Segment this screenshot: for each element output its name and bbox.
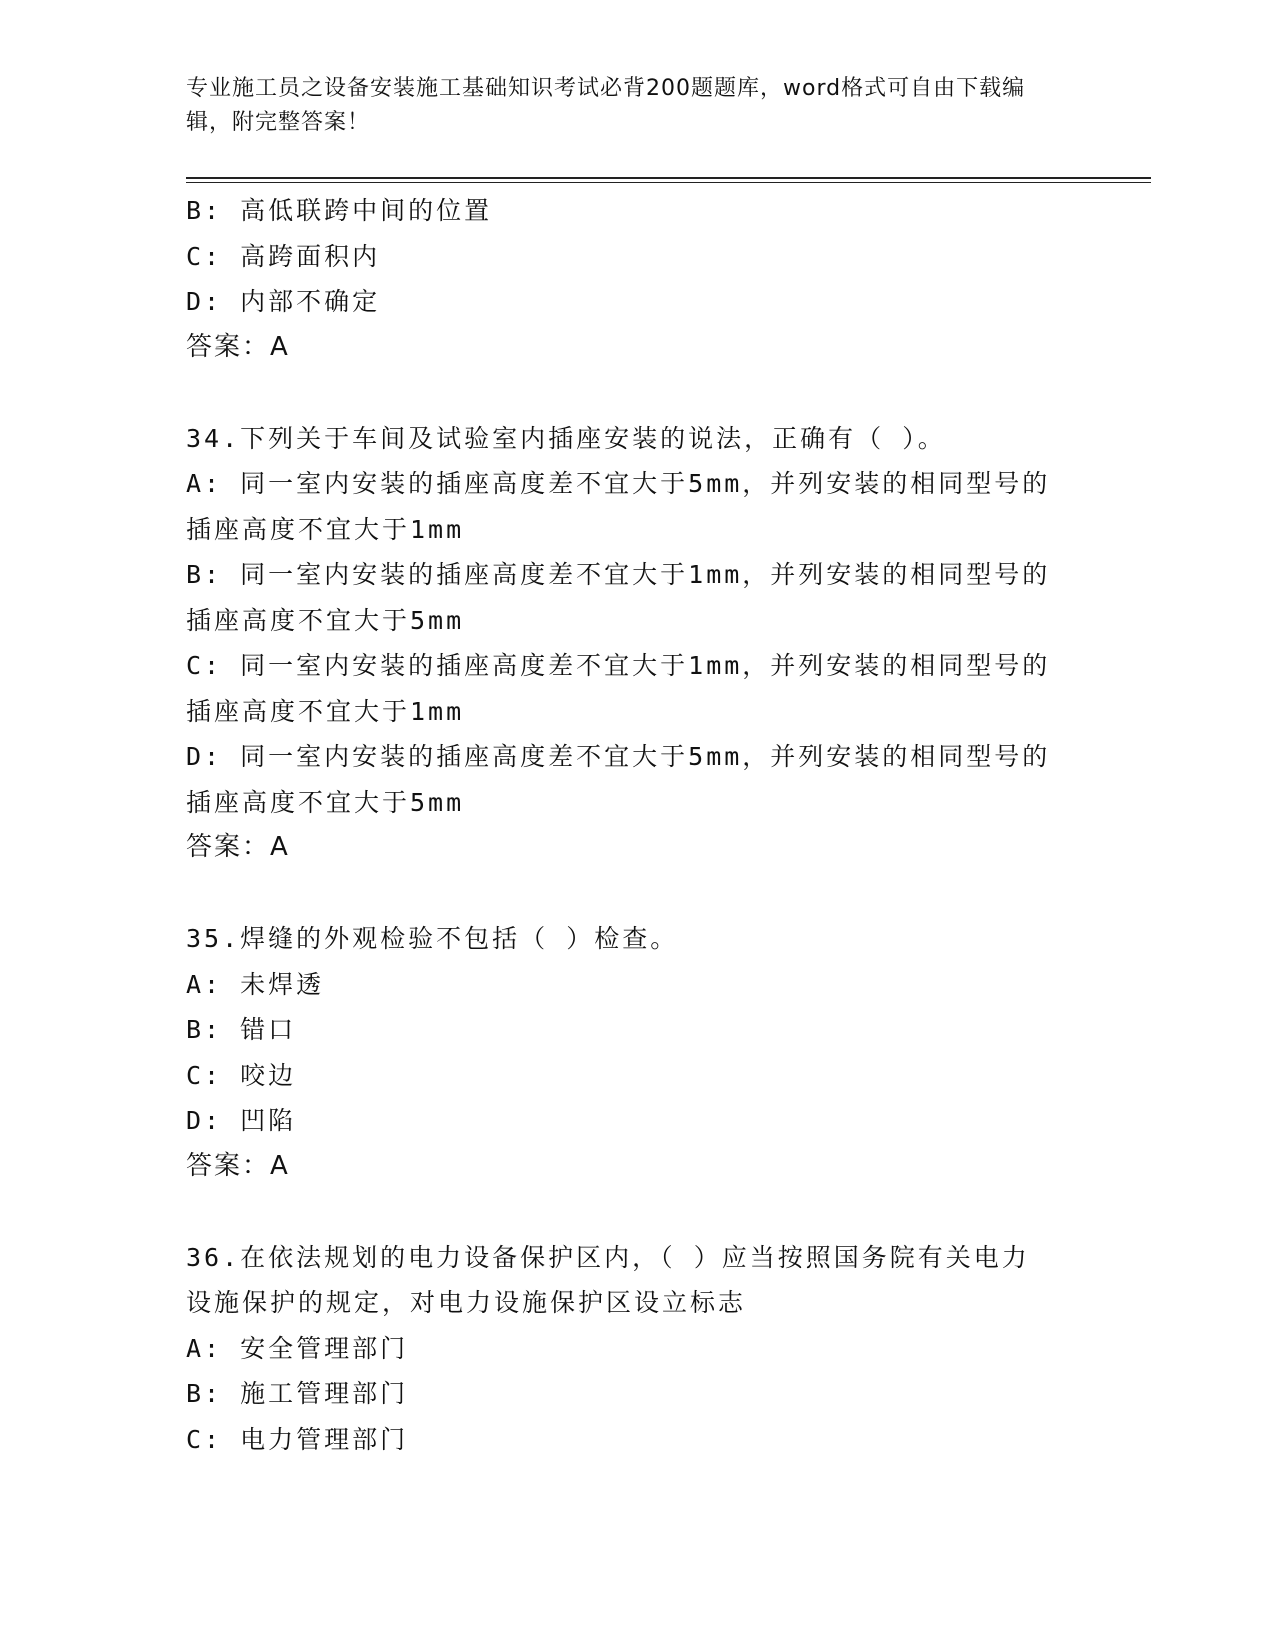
q36-stem: 36.在依法规划的电力设备保护区内，（ ）应当按照国务院有关电力 (186, 1242, 1030, 1272)
q35-option-c: C: 咬边 (186, 1060, 297, 1090)
header-divider-thick (186, 177, 1151, 179)
q35-stem: 35.焊缝的外观检验不包括（ ）检查。 (186, 924, 679, 953)
q35-answer: 答案：A (186, 1150, 290, 1181)
page-header: 专业施工员之设备安装施工基础知识考试必背200题题库，word格式可自由下载编辑，附完整答案！ (186, 76, 1026, 135)
q35-option-a: A: 未焊透 (186, 969, 325, 999)
q33-option-c: C: 高跨面积内 (186, 241, 381, 271)
q36-option-c: C: 电力管理部门 (186, 1424, 409, 1454)
q33-option-d: D: 内部不确定 (186, 287, 381, 316)
spacer (186, 370, 1066, 416)
q34-option-b-cont: 插座高度不宜大于5mm (186, 605, 465, 635)
spacer (186, 871, 1066, 917)
q35-option-d: D: 凹陷 (186, 1106, 297, 1135)
q35-option-b: B: 错口 (186, 1015, 297, 1044)
q36-option-a: A: 安全管理部门 (186, 1333, 409, 1363)
q34-option-a: A: 同一室内安装的插座高度差不宜大于5mm，并列安装的相同型号的 (186, 469, 1051, 498)
q34-answer: 答案：A (186, 832, 290, 862)
q34-option-d-cont: 插座高度不宜大于5mm (186, 787, 465, 817)
q34-option-d: D: 同一室内安装的插座高度差不宜大于5mm，并列安装的相同型号的 (186, 742, 1051, 771)
q33-answer: 答案：A (186, 331, 290, 362)
q34-option-c-cont: 插座高度不宜大于1mm (186, 696, 465, 726)
q34-option-a-cont: 插座高度不宜大于1mm (186, 514, 465, 544)
q34-option-c: C: 同一室内安装的插座高度差不宜大于1mm，并列安装的相同型号的 (186, 651, 1051, 680)
q36-stem-cont: 设施保护的规定，对电力设施保护区设立标志 (186, 1288, 747, 1317)
q36-option-b: B: 施工管理部门 (186, 1379, 409, 1408)
header-divider-thin (186, 182, 1151, 183)
q34-option-b: B: 同一室内安装的插座高度差不宜大于1mm，并列安装的相同型号的 (186, 560, 1051, 589)
q33-option-b: B: 高低联跨中间的位置 (186, 196, 493, 225)
spacer (186, 1189, 1066, 1235)
question-list (186, 188, 1066, 1462)
q34-stem: 34.下列关于车间及试验室内插座安装的说法，正确有（ ）。 (186, 423, 946, 453)
